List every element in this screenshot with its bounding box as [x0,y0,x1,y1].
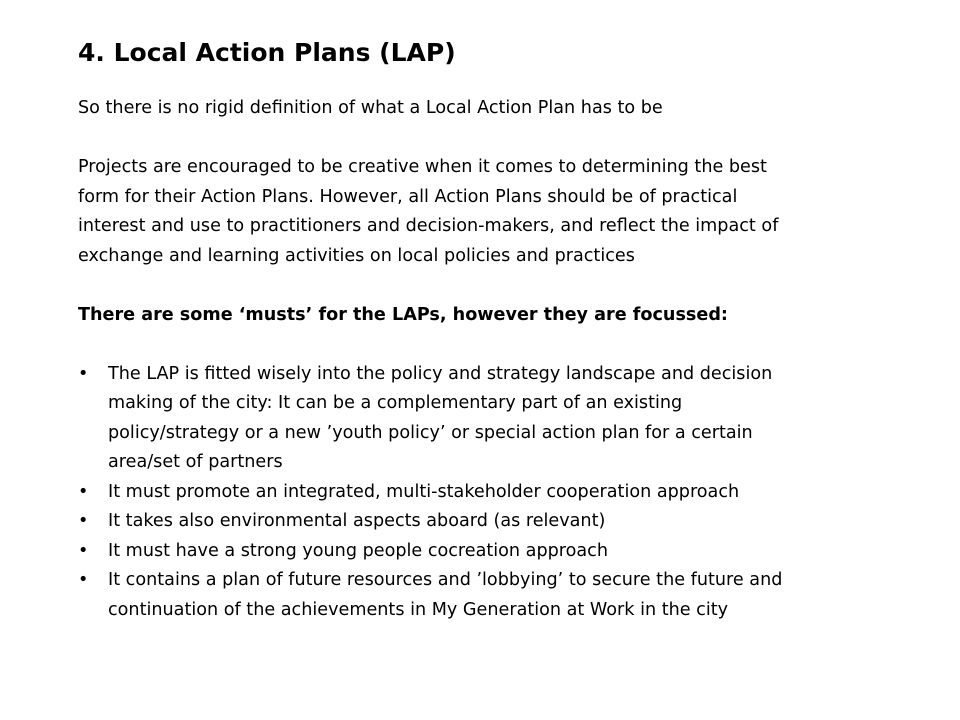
paragraph-line: Projects are encouraged to be creative when it comes to determining the best [78,157,767,177]
list-item [78,507,868,537]
bullet-icon: • [78,363,89,384]
list-item [78,566,868,625]
list-item [78,478,868,508]
musts-heading: There are some ‘musts’ for the LAPs, however they are focussed: [78,304,728,325]
slide-body [78,94,868,625]
list-item-line: continuation of the achievements in My Generation at Work in the city [108,599,729,620]
bullet-icon: • [78,570,89,590]
list-item-line: policy/strategy or a new ’youth policy’ or special action plan for a certain [108,422,753,443]
spacer [78,271,868,301]
list-item-line: It must promote an integrated, multi-stakeholder cooperation approach [108,481,740,502]
list-item-line: The LAP is fitted wisely into the policy and strategy landscape and decision [108,363,773,384]
intro-text: So there is no rigid definition of what a Local Action Plan has to be [78,98,663,118]
spacer [78,330,868,360]
paragraph-line: form for their Action Plans. However, all Action Plans should be of practical [78,186,738,207]
list-item [78,360,868,478]
list-item-line: It contains a plan of future resources and ’lobbying’ to secure the future and [108,570,783,590]
slide-title: 4. Local Action Plans (LAP) [78,38,456,67]
list-item-line: It takes also environmental aspects aboard (as relevant) [108,511,606,531]
musts-list [78,360,868,626]
spacer [78,124,868,154]
list-item [78,537,868,567]
list-item-line: making of the city: It can be a complementary part of an existing [108,393,683,413]
paragraph-line: exchange and learning activities on local policies and practices [78,245,635,266]
paragraph-line: interest and use to practitioners and decision-makers, and reflect the impact of [78,216,779,236]
bullet-icon: • [78,540,89,561]
list-item-line: It must have a strong young people cocreation approach [108,540,609,561]
bullet-icon: • [78,511,89,531]
list-item-line: area/set of partners [108,452,283,472]
bullet-icon: • [78,481,89,502]
